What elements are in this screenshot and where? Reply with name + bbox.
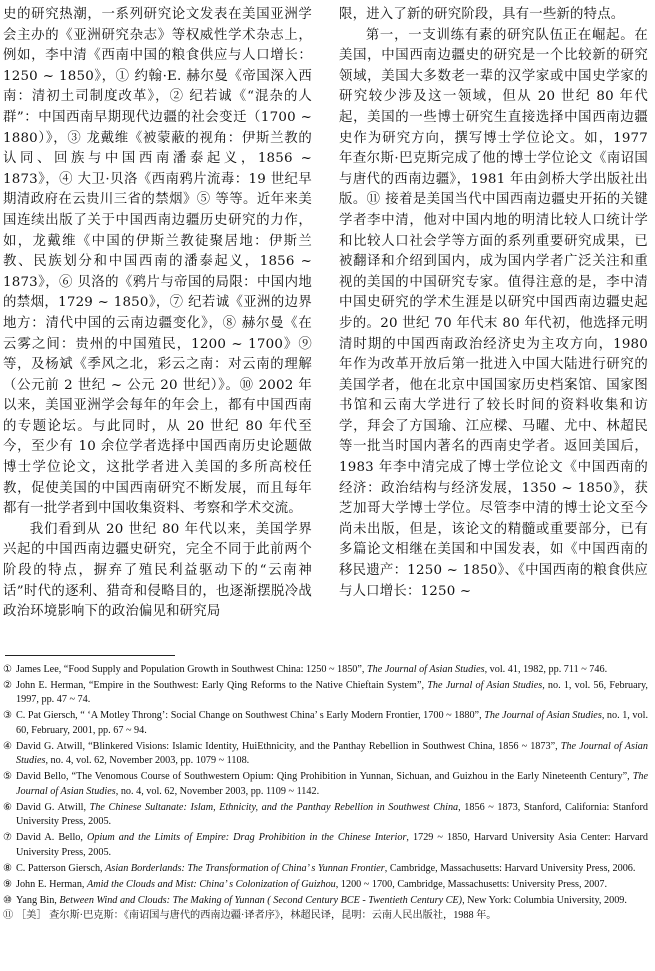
footnote-title: Amid the Clouds and Mist: China’ s Colonization of Guizhou: [87, 878, 336, 890]
footnote-mark: ⑨: [3, 878, 13, 890]
footnote-mark: ⑧: [3, 862, 13, 874]
footnote-text: Yang Bin,: [16, 894, 60, 906]
footnote-title: The Jurnal of Asian Studies: [427, 679, 543, 691]
footnote-details: , no. 1, vol. 60, February, 2001, pp. 67 ~ 94.: [16, 710, 648, 736]
footnote-details: , no. 4, vol. 62, November 2003, pp. 1079 ~ 1108.: [45, 755, 250, 767]
footnote-text: C. Pat Giersch, “ ‘A Motley Throng’: Social Change on Southwest China’ s Early Modern Frontier, 1700 ~ 1880”,: [16, 710, 485, 722]
footnote-mark: ⑪: [3, 910, 14, 922]
footnote: [3, 709, 648, 738]
footnote-details: , 1856 ~ 1873, Stanford, California: Stanford University Press, 2005.: [16, 801, 648, 828]
footnote: [3, 862, 648, 877]
right-column: [339, 5, 648, 602]
footnote: [3, 831, 648, 860]
left-paragraph-1: 史的研究热潮，一系列研究论文发表在美国亚洲学会主办的《亚洲研究杂志》等权威性学术杂志上，例如，李中清《西南中国的粮食供应与人口增长：1250 ~ 1850》，① 约翰·E. 赫尔曼《帝国深入西南：清初土司制度改革》，② 纪若诚《“混杂的人群”：中国西南早期现代边疆的社会变迁（1700 ~ 1880）》，③ 龙戴维《被蒙蔽的视角：伊斯兰教的认同、回族与中国西南潘泰起义，1856 ~ 1873》，④ 大卫·贝洛《西南鸦片流毒：19 世纪早期清政府在云贵川三省的禁烟》⑤ 等等。近年来美国连续出版了关于中国西南边疆历史研究的力作，如，龙戴维《中国的伊斯兰教徒聚居地：伊斯兰教、民族划分和中国西南的潘泰起义，1856 ~ 1873》，⑥ 贝洛的《鸦片与帝国的局限：中国内地的禁烟，1729 ~ 1850》，⑦ 纪若诚《亚洲的边界地方：清代中国的云南边疆变化》，⑧ 赫尔曼《在云雾之间：贵州的中国殖民，1200 ~ 1700》⑨ 等，及杨斌《季风之北，彩云之南：对云南的理解（公元前 2 世纪 ~ 公元 20 世纪）》。⑩ 2002 年以来，美国亚洲学会每年的年会上，都有中国西南的专题论坛。与此同时，从 20 世纪 80 年代至今，至少有 10 余位学者选择中国西南历史论题做博士学位论文，这批学者进入美国的多所高校任教，促使美国的中国西南研究不断发展，而且每年都有一批学者到中国收集资料、考察和学术交流。: [3, 7, 312, 517]
footnote-title: The Journal of Asian Studies: [484, 710, 602, 722]
left-column: [3, 5, 312, 623]
footnote-mark: ④: [3, 740, 13, 752]
footnote-details: , Cambridge, Massachusetts: Harvard University Press, 2006.: [384, 862, 636, 874]
footnote-title: Opium and the Limits of Empire: Drag Prohibition in the Chinese Interior: [87, 832, 407, 844]
footnote: [3, 663, 648, 678]
footnote-text: David G. Atwill, “Blinkered Visions: Islamic Identity, HuiEthnicity, and the Panthay Rebellion in Southwest China, 1856 ~ 1873”,: [16, 740, 561, 752]
footnote-mark: ③: [3, 710, 13, 722]
footnote-details: , no. 4, vol. 62, November 2003, pp. 1109 ~ 1142.: [115, 785, 320, 797]
footnote-text: John E. Herman, “Empire in the Southwest: Early Qing Reforms to the Native Chieftain System”,: [16, 679, 428, 691]
footnote: [3, 770, 648, 799]
footnote-text: David Bello, “The Venomous Course of Southwestern Opium: Qing Prohibition in Yunnan, Sichuan, and Guizhou in the Early Nineteenth Century”,: [16, 771, 633, 783]
right-paragraph-2: 第一，一支训练有素的研究队伍正在崛起。在美国，中国西南边疆史的研究是一个比较新的研究领域，美国大多数老一辈的汉学家或中国史学家的研究较少涉及这一领域，但从 20 世纪 80 年代起，美国的一些博士研究生直接选择中国西南边疆史作为研究方向，撰写博士学位论文。如，1977 年查尔斯·巴克斯完成了他的博士学位论文《南诏国与唐代的西南边疆》，1981 年由剑桥大学出版社出版。⑪ 接着是美国当代中国西南边疆史开拓的关键学者李中清，他对中国内地的明清比较人口统计学和比较人口社会学等方面的系列重要研究成果，已被翻译和介绍到国内，成为国内学者广泛关注和重视的美国的中国研究专家。值得注意的是，李中清中国史研究的学术生涯是以研究中国西南边疆史起步的。20 世纪 70 年代末 80 年代初，他选择元明清时期的中国西南政治经济史为主攻方向，1980 年作为改革开放后第一批进入中国大陆进行研究的美国学者，他在北京中国国家历史档案馆、国家图书馆和云南大学进行了较长时间的资料收集和访学，拜会了方国瑜、江应樑、马曜、尤中、林超民等一批当时国内著名的西南史学者。返回美国后，1983 年李中清完成了博士学位论文《中国西南的经济：政治结构与经济发展，1350 ~ 1850》，获芝加哥大学博士学位。尽管李中清的博士论文至今尚未出版，但是，该论文的精髓或重要部分，已有多篇论文相继在美国和中国发表，如《中国西南的移民遗产：1250 ~ 1850》、《中国西南的粮食供应与人口增长：1250 ~: [339, 27, 648, 599]
footnote-title: The Journal of Asian Studies: [16, 740, 648, 767]
footnote-details: , New York: Columbia University, 2009.: [462, 894, 627, 906]
footnote-title: The Journal of Asian Studies: [16, 771, 648, 797]
footnote-text: ［美］ 查尔斯·巴克斯：《南诏国与唐代的西南边疆·译者序》，林超民译，昆明：云南人民出版社，1988 年。: [16, 910, 497, 922]
footnote-title: Asian Borderlands: The Transformation of China’ s Yunnan Frontier: [105, 862, 385, 874]
footnote-text: David G. Atwill,: [16, 801, 90, 813]
footnotes: [3, 663, 648, 925]
footnote-title: The Journal of Asian Studies: [367, 664, 485, 675]
footnote-text: John E. Herman,: [16, 878, 88, 890]
footnote-mark: ⑥: [3, 801, 13, 813]
footnote-title: The Chinese Sultanate: Islam, Ethnicity, and the Panthay Rebellion in Southwest China: [89, 801, 459, 813]
footnote-mark: ⑦: [3, 832, 13, 844]
footnote-details: , 1729 ~ 1850, Harvard University Asia Center: Harvard University Press, 2005.: [16, 832, 648, 858]
footnote-title: Between Wind and Clouds: The Making of Yunnan ( Second Century BCE - Twentieth Century CE): [59, 894, 463, 906]
footnote-mark: ②: [3, 679, 13, 691]
footnote-text: James Lee, “Food Supply and Population Growth in Southwest China: 1250 ~ 1850”,: [16, 664, 368, 675]
right-paragraph-1: 限，进入了新的研究阶段，具有一些新的特点。: [339, 7, 625, 22]
footnote: [3, 740, 648, 769]
footnote-details: , 1200 ~ 1700, Cambridge, Massachusetts: University Press, 2007.: [335, 878, 607, 890]
footnote-details: , no. 1, vol. 56, February, 1997, pp. 47 ~ 74.: [16, 679, 648, 706]
footnote-mark: ①: [3, 664, 13, 675]
footnote: [3, 909, 648, 924]
footnote: [3, 679, 648, 708]
footnote: [3, 801, 648, 830]
footnote-text: C. Patterson Giersch,: [16, 862, 106, 874]
footnote-mark: ⑩: [3, 894, 13, 906]
footnote: [3, 878, 648, 893]
footnote-details: , vol. 41, 1982, pp. 711 ~ 746.: [484, 664, 608, 675]
footnote-text: David A. Bello,: [16, 832, 88, 844]
left-paragraph-2: 我们看到从 20 世纪 80 年代以来，美国学界兴起的中国西南边疆史研究，完全不同于此前两个阶段的特点，摒弃了殖民利益驱动下的“云南神话”时代的逐利、猎奇和侵略目的，也逐渐摆脱冷战政治环境影响下的政治偏见和研究局: [3, 521, 312, 620]
footnote-divider: [5, 655, 175, 656]
footnote-mark: ⑤: [3, 771, 13, 783]
footnote: [3, 894, 648, 909]
